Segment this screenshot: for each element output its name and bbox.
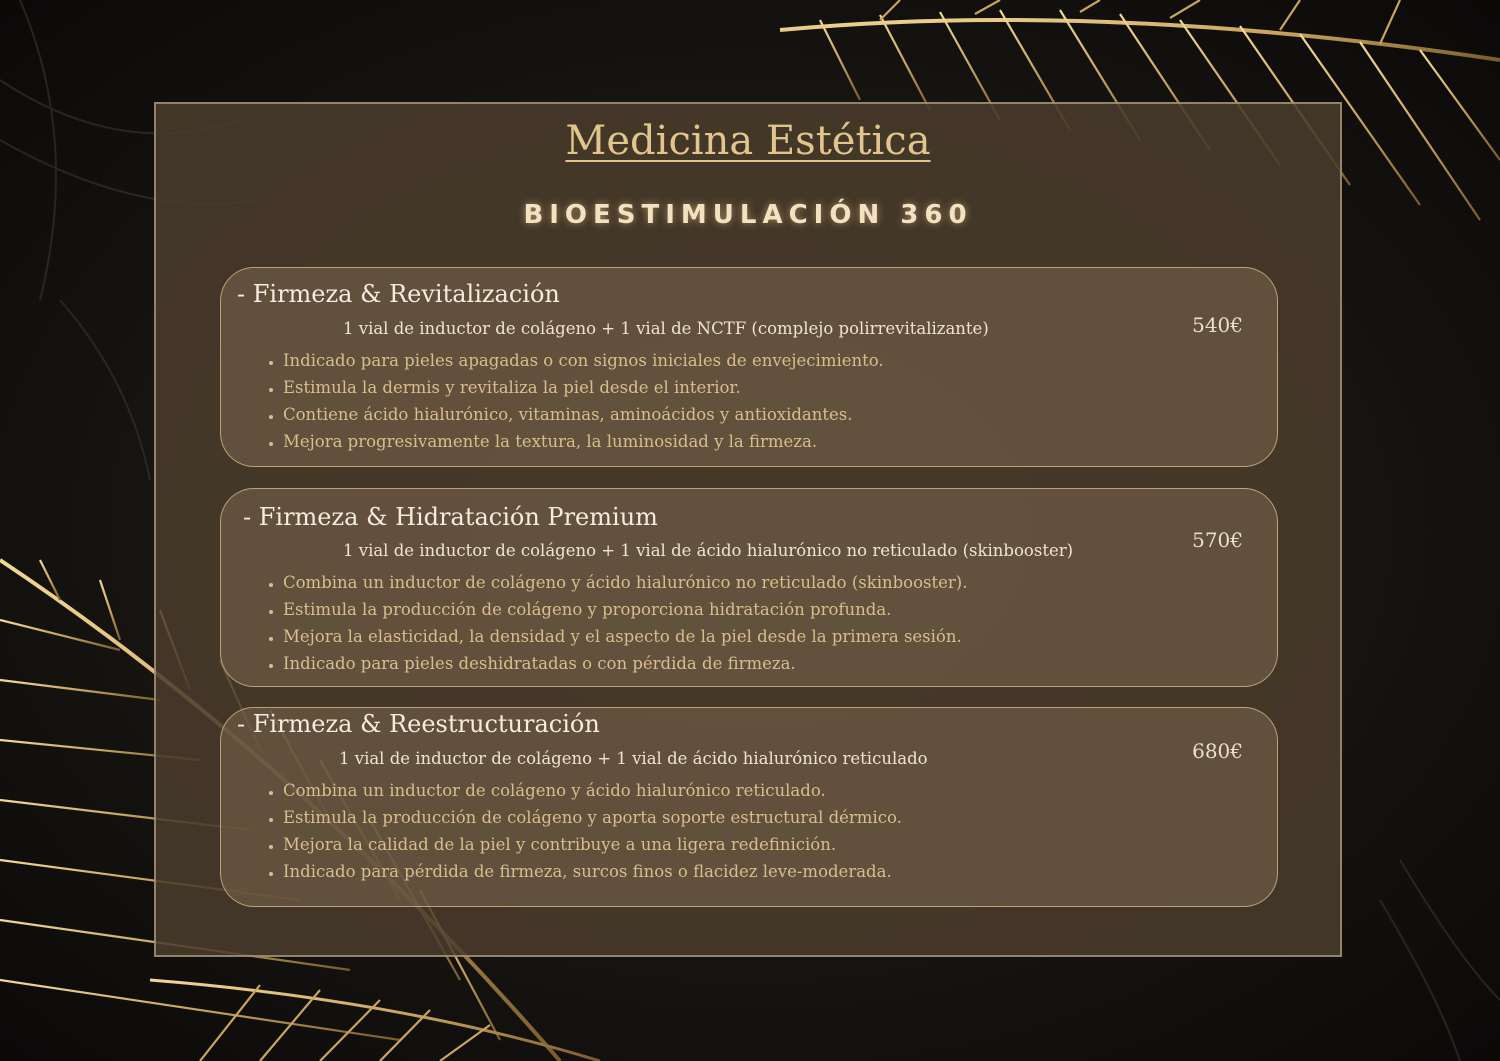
bullet-item: • Contiene ácido hialurónico, vitaminas, aminoácidos y antioxidantes. [283, 401, 884, 428]
treatment-card-1 [220, 267, 1278, 467]
treatment-bullets [261, 569, 967, 677]
treatment-description: 1 vial de inductor de colágeno + 1 vial de ácido hialurónico no reticulado (skinbooster) [343, 541, 1074, 560]
treatment-card-2 [220, 488, 1278, 687]
bullet-item: • Indicado para pieles apagadas o con signos iniciales de envejecimiento. [283, 347, 884, 374]
page-subtitle: BIOESTIMULACIÓN 360 [523, 200, 973, 230]
treatment-price: 680€ [1192, 739, 1243, 763]
treatment-description: 1 vial de inductor de colágeno + 1 vial de ácido hialurónico reticulado [339, 749, 928, 768]
treatment-price: 540€ [1192, 313, 1243, 337]
treatment-description: 1 vial de inductor de colágeno + 1 vial de NCTF (complejo polirrevitalizante) [343, 319, 989, 338]
treatment-bullets [261, 777, 902, 885]
page-title: Medicina Estética [565, 118, 931, 164]
bullet-item: • Combina un inductor de colágeno y ácido hialurónico no reticulado (skinbooster). [283, 569, 967, 596]
bullet-item: • Combina un inductor de colágeno y ácido hialurónico reticulado. [283, 777, 902, 804]
bullet-item: • Estimula la producción de colágeno y aporta soporte estructural dérmico. [283, 804, 902, 831]
treatment-card-3 [220, 707, 1278, 907]
bullet-item: • Indicado para pieles deshidratadas o con pérdida de firmeza. [283, 650, 967, 677]
bullet-item: • Mejora la calidad de la piel y contribuye a una ligera redefinición. [283, 831, 902, 858]
treatment-name: - Firmeza & Hidratación Premium [243, 503, 658, 531]
bullet-item: • Mejora la elasticidad, la densidad y el aspecto de la piel desde la primera sesión. [283, 623, 967, 650]
treatment-bullets [261, 347, 884, 455]
bullet-item: • Indicado para pérdida de firmeza, surcos finos o flacidez leve-moderada. [283, 858, 902, 885]
treatment-price: 570€ [1192, 528, 1243, 552]
bullet-item: • Estimula la dermis y revitaliza la piel desde el interior. [283, 374, 884, 401]
treatment-name: - Firmeza & Reestructuración [237, 710, 600, 738]
bullet-item: • Mejora progresivamente la textura, la luminosidad y la firmeza. [283, 428, 884, 455]
treatment-name: - Firmeza & Revitalización [237, 280, 560, 308]
menu-panel [154, 102, 1342, 957]
bullet-item: • Estimula la producción de colágeno y proporciona hidratación profunda. [283, 596, 967, 623]
